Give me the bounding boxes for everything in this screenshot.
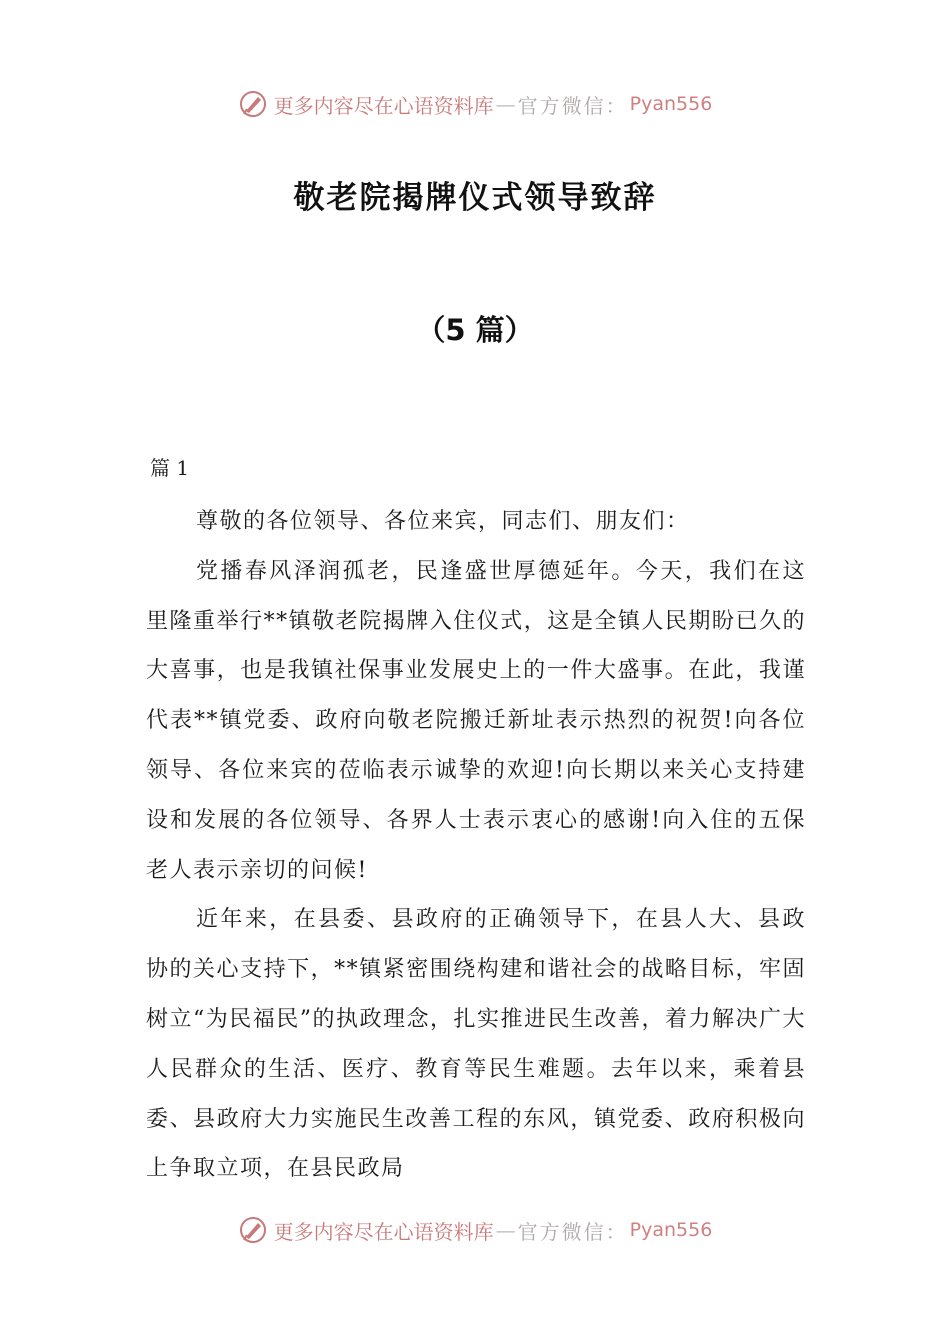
watermark-footer <box>0 1210 950 1250</box>
watermark-official-text: 官方微信： <box>517 93 628 118</box>
watermark-wechat-id: Pyan556 <box>629 1219 713 1241</box>
pen-circle-icon <box>238 1215 268 1245</box>
paragraph-greeting: 尊敬的各位领导、各位来宾，同志们、朋友们： <box>196 509 690 534</box>
watermark-site-text: 更多内容尽在心语资料库 <box>273 1219 494 1244</box>
watermark-wechat-id: Pyan556 <box>629 93 713 115</box>
section-label: 篇 1 <box>150 456 190 480</box>
watermark-dash: — <box>495 1218 516 1242</box>
pen-circle-icon <box>238 89 268 119</box>
document-subtitle: （5 篇） <box>416 313 534 347</box>
watermark-site-text: 更多内容尽在心语资料库 <box>273 93 494 118</box>
paragraph: 近年来，在县委、县政府的正确领导下，在县人大、县政协的关心支持下，**镇紧密围绕构建和谐社会的战略目标，牢固树立“为民福民”的执政理念，扎实推进民生改善，着力解决广大人民群众的生活、医疗、教育等民生难题。去年以来，乘着县委、县政府大力实施民生改善工程的东风，镇党委、政府积极向上争取立项，在县民政局 <box>146 907 806 1182</box>
watermark-header <box>0 84 950 124</box>
watermark-official-text: 官方微信： <box>517 1219 628 1244</box>
paragraph: 党播春风泽润孤老，民逢盛世厚德延年。今天，我们在这里隆重举行**镇敬老院揭牌入住仪式，这是全镇人民期盼已久的大喜事，也是我镇社保事业发展史上的一件大盛事。在此，我谨代表**镇党委、政府向敬老院搬迁新址表示热烈的祝贺!向各位领导、各位来宾的莅临表示诚挚的欢迎!向长期以来关心支持建设和发展的各位领导、各界人士表示衷心的感谢!向入住的五保老人表示亲切的问候! <box>146 558 806 883</box>
document-title: 敬老院揭牌仪式领导致辞 <box>293 180 657 216</box>
document-body <box>146 497 806 1194</box>
watermark-dash: — <box>495 92 516 116</box>
